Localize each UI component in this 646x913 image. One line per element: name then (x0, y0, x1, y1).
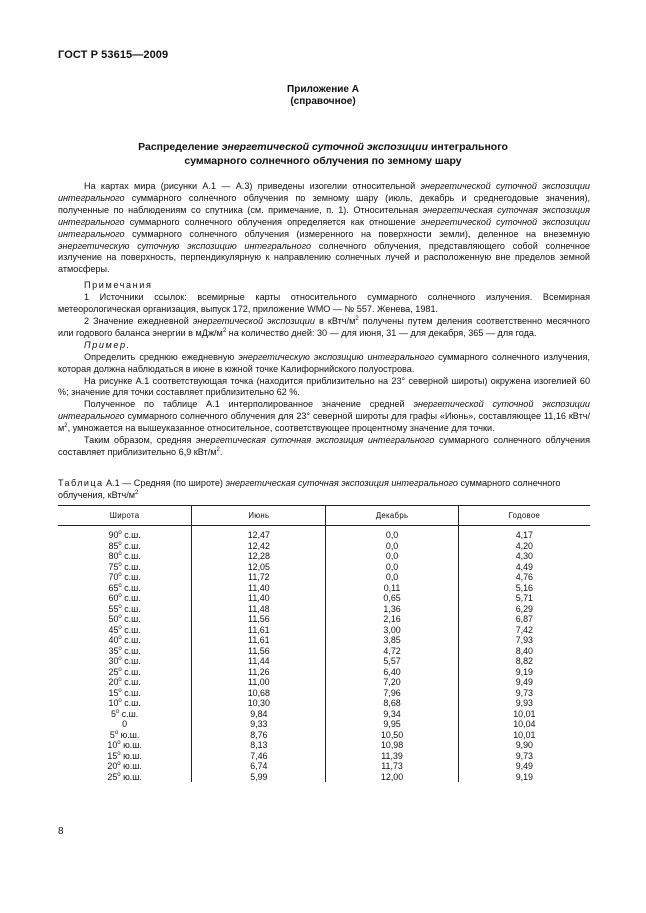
table-row (58, 656, 590, 667)
latitude-degrees: 10 (108, 698, 119, 708)
degree-mark: о (118, 603, 122, 610)
latitude-degrees: 85 (108, 540, 119, 551)
latitude-degrees: 80 (108, 551, 119, 561)
table-label: Таблица (58, 478, 104, 488)
italic-term: энергетическую экспозицию интегрального (238, 351, 435, 362)
latitude-degrees: 15 (107, 750, 118, 761)
latitude-degrees: 45 (108, 624, 119, 635)
latitude-degrees: 25 (108, 666, 119, 677)
latitude-degrees: 20 (107, 761, 118, 771)
cell-annual: 10,01 (458, 730, 590, 741)
cell-latitude (58, 688, 192, 699)
cell-december: 0,0 (326, 562, 458, 573)
cell-latitude (58, 656, 192, 667)
cell-december: 9,95 (326, 719, 458, 730)
latitude-degrees: 55 (108, 603, 119, 614)
intro-paragraph (58, 181, 590, 276)
notes-heading-text: Примечания (84, 280, 153, 291)
cell-june: 11,40 (192, 593, 326, 604)
cell-june: 11,26 (192, 667, 326, 678)
cell-december: 6,40 (326, 667, 458, 678)
cell-december: 4,72 (326, 646, 458, 657)
hemisphere: с.ш. (121, 635, 141, 645)
table-body (58, 526, 590, 783)
table-row (58, 751, 590, 762)
degree-mark: о (118, 624, 122, 631)
page-number: 8 (58, 826, 64, 837)
text-run: На картах мира (рисунки А.1 — А.3) приведены изогелии относительной (84, 181, 421, 191)
table-row (58, 526, 590, 541)
cell-june: 11,00 (192, 677, 326, 688)
cell-annual: 9,49 (458, 677, 590, 688)
cell-june: 11,61 (192, 635, 326, 646)
table-row (58, 593, 590, 604)
cell-latitude (58, 667, 192, 678)
cell-june: 11,56 (192, 614, 326, 625)
table-row (58, 604, 590, 615)
italic-term: энергетической суточной экспозиции интегрального (58, 399, 590, 422)
cell-latitude (58, 698, 192, 709)
table-row (58, 730, 590, 741)
text-run: А.1 — Средняя (по широте) (103, 478, 226, 488)
cell-december: 0,11 (326, 583, 458, 594)
section-title (110, 140, 536, 168)
latitude-degrees: 50 (108, 614, 119, 624)
cell-latitude (58, 562, 192, 573)
superscript: 2 (222, 327, 227, 334)
hemisphere: с.ш. (121, 540, 141, 551)
cell-latitude (58, 625, 192, 636)
table-row (58, 646, 590, 657)
appendix-title: Приложение А (287, 84, 359, 95)
example-heading-text: Пример. (84, 339, 131, 350)
degree-mark: о (117, 761, 121, 768)
cell-latitude (58, 646, 192, 657)
latitude-degrees: 5 (109, 729, 115, 740)
degree-mark: о (117, 750, 121, 757)
hemisphere: с.ш. (121, 666, 141, 677)
latitude-degrees: 30 (108, 656, 119, 666)
latitude-degrees: 70 (108, 572, 119, 582)
note-1: 1 Источники ссылок: всемирные карты относительного суммарного солнечного излучения. Всемирная метеорологическая организация, выпуск 172, приложение WMO — № 557. Женева, 1981. (58, 292, 590, 315)
superscript: 2 (135, 489, 139, 496)
table-row (58, 572, 590, 583)
cell-december: 5,57 (326, 656, 458, 667)
table-row (58, 551, 590, 562)
italic-term: энергетической суточной экспозиции интегрального (58, 216, 590, 239)
degree-mark: о (118, 561, 122, 568)
cell-june: 12,42 (192, 541, 326, 552)
cell-latitude (58, 572, 192, 583)
text-run: в кВтч/м (314, 315, 356, 326)
note-2 (58, 316, 590, 340)
text-run: на количество дней: 30 — для июня, 31 — для декабря, 365 — для года. (226, 327, 537, 338)
cell-annual: 5,16 (458, 583, 590, 594)
table-row (58, 719, 590, 730)
title-part: интегрального (428, 141, 508, 153)
cell-december: 10,98 (326, 740, 458, 751)
text-run: суммарного солнечного облучения, кВтч/м (58, 478, 561, 500)
hemisphere: с.ш. (121, 687, 141, 698)
cell-latitude (58, 526, 192, 541)
cell-annual: 4,17 (458, 526, 590, 541)
cell-december: 10,50 (326, 730, 458, 741)
cell-december: 11,39 (326, 751, 458, 762)
cell-annual: 4,20 (458, 541, 590, 552)
hemisphere: ю.ш. (118, 729, 140, 740)
cell-june: 12,05 (192, 562, 326, 573)
table-row (58, 772, 590, 783)
italic-term: энергетическая суточная экспозиция интегрального (58, 204, 590, 227)
cell-annual: 9,93 (458, 698, 590, 709)
cell-june: 6,74 (192, 761, 326, 772)
degree-mark: о (118, 614, 122, 621)
header-annual: Годовое (458, 506, 590, 526)
cell-june: 11,40 (192, 583, 326, 594)
cell-december: 11,73 (326, 761, 458, 772)
cell-annual: 9,19 (458, 772, 590, 783)
header-june: Июнь (192, 506, 326, 526)
cell-latitude (58, 772, 192, 783)
hemisphere: с.ш. (119, 708, 139, 719)
cell-latitude (58, 730, 192, 741)
cell-annual: 7,42 (458, 625, 590, 636)
cell-annual: 9,90 (458, 740, 590, 751)
example-1 (58, 352, 590, 376)
text-run: 2 Значение ежедневной (84, 315, 193, 326)
cell-annual: 8,40 (458, 646, 590, 657)
hemisphere: с.ш. (121, 551, 141, 561)
latitude-degrees: 40 (108, 635, 119, 645)
cell-december: 3,85 (326, 635, 458, 646)
cell-latitude (58, 719, 192, 730)
cell-june: 11,61 (192, 625, 326, 636)
table-row (58, 583, 590, 594)
title-part: Распределение (138, 141, 222, 153)
hemisphere: с.ш. (121, 582, 141, 593)
cell-december: 0,0 (326, 572, 458, 583)
hemisphere: с.ш. (121, 677, 141, 687)
hemisphere: ю.ш. (120, 761, 142, 771)
cell-december: 7,96 (326, 688, 458, 699)
latitude-degrees: 20 (108, 677, 119, 687)
hemisphere: с.ш. (121, 572, 141, 582)
cell-annual: 4,49 (458, 562, 590, 573)
cell-annual: 8,82 (458, 656, 590, 667)
text-run: суммарного солнечного облучения для 23° северной широты для графы «Июнь», составляющее 11,16 кВтч/м (58, 411, 590, 434)
cell-june: 12,28 (192, 551, 326, 562)
cell-latitude (58, 740, 192, 751)
table-row (58, 761, 590, 772)
hemisphere: с.ш. (121, 614, 141, 624)
degree-mark: о (117, 771, 121, 778)
hemisphere: с.ш. (121, 603, 141, 614)
table-row (58, 541, 590, 552)
document-code: ГОСТ Р 53615—2009 (58, 49, 169, 61)
text-run: суммарного солнечного излучения, которая должна наблюдаться в июне в южной точке Калифорнийского полуострова. (58, 351, 591, 374)
cell-latitude (58, 761, 192, 772)
cell-june: 8,13 (192, 740, 326, 751)
text-run: Таким образом, средняя (84, 435, 196, 446)
latitude-degrees: 10 (107, 740, 118, 750)
example-4 (58, 435, 590, 459)
cell-latitude (58, 614, 192, 625)
cell-annual: 10,01 (458, 709, 590, 720)
italic-term: энергетической суточной экспозиции интегрального (58, 181, 590, 203)
example-heading (58, 340, 590, 352)
text-run: . (219, 446, 223, 457)
degree-mark: о (118, 698, 122, 705)
cell-december: 12,00 (326, 772, 458, 783)
text-run: , умножается на вышеуказанное относительное, соответствующее процентному значение для точки. (67, 423, 495, 434)
hemisphere: с.ш. (121, 593, 141, 603)
latitude-degrees: 60 (108, 593, 119, 603)
hemisphere: ю.ш. (120, 771, 142, 782)
table-header-row (58, 506, 590, 526)
hemisphere: с.ш. (121, 561, 141, 572)
degree-mark: о (118, 677, 122, 684)
table-row (58, 625, 590, 636)
text-run: суммарного солнечного облучения составляет приблизительно 6,9 кВт/м (58, 435, 590, 457)
cell-june: 11,44 (192, 656, 326, 667)
table-row (58, 709, 590, 720)
degree-mark: о (118, 687, 122, 694)
italic-term: энергетическая суточная экспозиция интегрального (225, 478, 458, 488)
data-table (58, 505, 590, 782)
latitude-degrees: 0 (122, 719, 128, 729)
latitude-degrees: 75 (108, 561, 119, 572)
notes-heading (58, 280, 590, 292)
body-text (58, 181, 590, 459)
cell-june: 11,72 (192, 572, 326, 583)
cell-annual: 9,49 (458, 761, 590, 772)
cell-annual: 7,93 (458, 635, 590, 646)
cell-annual: 6,29 (458, 604, 590, 615)
italic-term: энергетической экспозиции (192, 315, 315, 326)
cell-latitude (58, 551, 192, 562)
example-3 (58, 399, 590, 435)
table-row (58, 635, 590, 646)
cell-latitude (58, 709, 192, 720)
cell-june: 9,84 (192, 709, 326, 720)
text-run: суммарного солнечного облучения определяется как отношение (124, 216, 421, 227)
latitude-degrees: 5 (110, 708, 116, 719)
title-part: суммарного солнечного облучения по земному шару (184, 155, 462, 167)
cell-annual: 9,19 (458, 667, 590, 678)
cell-annual: 4,30 (458, 551, 590, 562)
text-run: суммарного солнечного облучения (измеренного на поверхности земли), деленное на внеземную (124, 228, 590, 239)
cell-annual: 9,73 (458, 751, 590, 762)
degree-mark: о (118, 540, 122, 547)
latitude-degrees: 35 (108, 645, 119, 656)
cell-december: 3,00 (326, 625, 458, 636)
cell-annual: 6,87 (458, 614, 590, 625)
cell-latitude (58, 604, 192, 615)
cell-june: 10,68 (192, 688, 326, 699)
cell-december: 0,0 (326, 526, 458, 541)
degree-mark: о (118, 530, 122, 537)
cell-december: 1,36 (326, 604, 458, 615)
superscript: 2 (355, 315, 359, 322)
degree-mark: о (118, 593, 122, 600)
cell-annual: 5,71 (458, 593, 590, 604)
hemisphere: с.ш. (121, 645, 141, 656)
hemisphere: с.ш. (121, 656, 141, 666)
cell-june: 9,33 (192, 719, 326, 730)
italic-term: энергетическая суточная экспозиция интегрального (195, 435, 435, 446)
cell-june: 8,76 (192, 730, 326, 741)
degree-mark: о (115, 708, 120, 715)
header-latitude: Широта (58, 506, 192, 526)
cell-june: 11,48 (192, 604, 326, 615)
header-december: Декабрь (326, 506, 458, 526)
cell-december: 9,34 (326, 709, 458, 720)
hemisphere: ю.ш. (120, 740, 142, 750)
degree-mark: о (118, 551, 122, 558)
cell-latitude (58, 593, 192, 604)
degree-mark: о (118, 582, 122, 589)
cell-june: 7,46 (192, 751, 326, 762)
table-row (58, 740, 590, 751)
latitude-degrees: 15 (108, 687, 119, 698)
text-run: солнечного облучения, представляющего собой солнечное излучение на поверхность, перпендикулярную к направлению солнечных лучей и расположенную вне пределов земной атмосферы. (58, 240, 590, 275)
cell-december: 8,68 (326, 698, 458, 709)
hemisphere: ю.ш. (120, 750, 142, 761)
title-italic: энергетической суточной экспозиции (221, 141, 429, 153)
table-row (58, 688, 590, 699)
table-row (58, 698, 590, 709)
text-run: получены путем деления соответственно месячного или годового баланса энергии в мДж/м (58, 315, 590, 338)
degree-mark: о (118, 666, 122, 673)
table-caption (58, 478, 590, 502)
degree-mark: о (114, 729, 119, 736)
cell-annual: 10,04 (458, 719, 590, 730)
superscript: 2 (216, 446, 220, 453)
table-row (58, 677, 590, 688)
cell-december: 0,65 (326, 593, 458, 604)
table-row (58, 667, 590, 678)
text-run: Полученное по таблице А.1 интерполированное значение средней (84, 399, 414, 410)
cell-december: 7,20 (326, 677, 458, 688)
degree-mark: о (118, 572, 122, 579)
hemisphere: с.ш. (121, 530, 141, 540)
cell-december: 0,0 (326, 541, 458, 552)
cell-june: 5,99 (192, 772, 326, 783)
text-run: суммарного солнечного облучения по земному шару (июль, декабрь и среднегодовые значения), полученные по наблюдениям со спутника (см. примечание, п. 1). Относительная (58, 192, 590, 215)
table-row (58, 562, 590, 573)
cell-june: 12,47 (192, 526, 326, 541)
degree-mark: о (117, 740, 121, 747)
hemisphere: с.ш. (121, 698, 141, 708)
degree-mark: о (118, 635, 122, 642)
latitude-degrees: 90 (108, 530, 119, 540)
text-run: Определить среднюю ежедневную (84, 351, 239, 362)
superscript: 2 (64, 423, 68, 430)
example-2: На рисунке А.1 соответствующая точка (находится приблизительно на 23° северной широты) окружена изогелией 60 %; значение для точки составляет приблизительно 62 %. (58, 375, 590, 398)
cell-annual: 4,76 (458, 572, 590, 583)
cell-annual: 9,73 (458, 688, 590, 699)
cell-latitude (58, 635, 192, 646)
cell-december: 0,0 (326, 551, 458, 562)
degree-mark: о (118, 645, 122, 652)
latitude-degrees: 25 (107, 771, 118, 782)
cell-latitude (58, 541, 192, 552)
table-row (58, 614, 590, 625)
cell-june: 10,30 (192, 698, 326, 709)
cell-latitude (58, 583, 192, 594)
hemisphere: с.ш. (121, 624, 141, 635)
cell-december: 2,16 (326, 614, 458, 625)
appendix-type: (справочное) (290, 96, 356, 107)
degree-mark: о (118, 656, 122, 663)
cell-latitude (58, 751, 192, 762)
cell-latitude (58, 677, 192, 688)
italic-term: энергетическую суточную экспозицию интегрального (58, 240, 312, 251)
cell-june: 11,56 (192, 646, 326, 657)
latitude-degrees: 65 (108, 582, 119, 593)
